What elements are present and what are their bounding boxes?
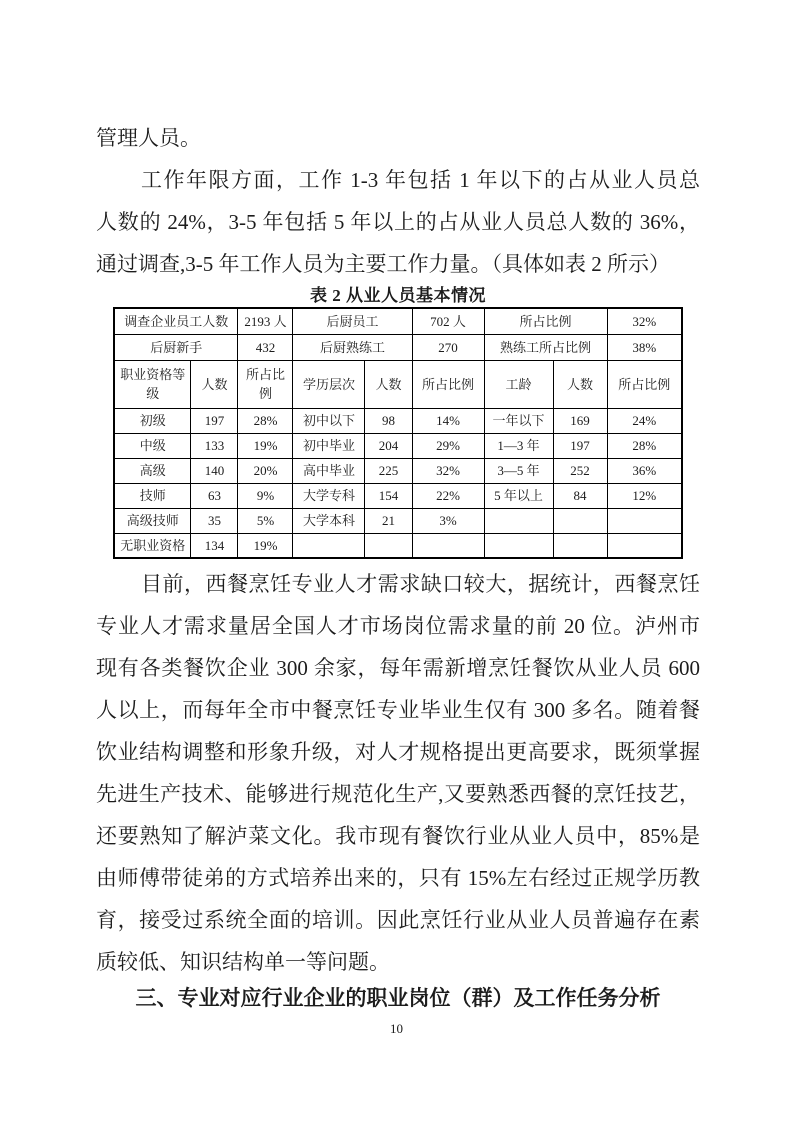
table-cell: 270 — [412, 334, 484, 360]
table-row — [114, 408, 682, 433]
table-cell: 后厨熟练工 — [293, 334, 412, 360]
table-cell: 22% — [412, 483, 484, 508]
table-cell — [484, 508, 553, 533]
table-cell: 5 年以上 — [484, 483, 553, 508]
paragraph-line: 管理人员。 — [96, 126, 201, 150]
table-title: 表 2 从业人员基本情况 — [310, 286, 486, 305]
page-number: 10 — [390, 1021, 403, 1036]
paragraph-line: 专业人才需求量居全国人才市场岗位需求量的前 20 位。泸州市 — [96, 614, 700, 638]
table-cell: 84 — [553, 483, 607, 508]
table-body — [114, 308, 682, 558]
paragraph-line: 人以上，而每年全市中餐烹饪专业毕业生仅有 300 多名。随着餐 — [96, 698, 700, 722]
table-cell: 高级技师 — [114, 508, 191, 533]
table-cell: 63 — [191, 483, 238, 508]
table-cell: 后厨新手 — [114, 334, 238, 360]
paragraph-line: 目前，西餐烹饪专业人才需求缺口较大，据统计，西餐烹饪 — [141, 572, 700, 596]
table-cell: 初中以下 — [293, 408, 365, 433]
table-cell: 所占比例 — [484, 308, 607, 334]
paragraph-intro-tail — [96, 117, 700, 159]
table-cell: 高中毕业 — [293, 458, 365, 483]
table-cell: 2193 人 — [238, 308, 293, 334]
table-cell — [412, 533, 484, 558]
table-cell: 14% — [412, 408, 484, 433]
table-cell: 32% — [412, 458, 484, 483]
table-cell: 技师 — [114, 483, 191, 508]
table-cell: 28% — [238, 408, 293, 433]
table-header-cell: 人数 — [191, 360, 238, 408]
table-cell — [553, 508, 607, 533]
table-header-cell: 职业资格等级 — [114, 360, 191, 408]
table-cell: 大学专科 — [293, 483, 365, 508]
table-cell — [484, 533, 553, 558]
table-cell — [607, 533, 682, 558]
table-header-cell: 所占比例 — [607, 360, 682, 408]
table-cell: 初级 — [114, 408, 191, 433]
table-cell: 熟练工所占比例 — [484, 334, 607, 360]
table-cell: 225 — [365, 458, 412, 483]
table-cell — [293, 533, 365, 558]
table-cell: 3—5 年 — [484, 458, 553, 483]
table-cell: 29% — [412, 433, 484, 458]
paragraph-line: 现有各类餐饮企业 300 余家，每年需新增烹饪餐饮从业人员 600 — [96, 656, 700, 680]
table-cell: 一年以下 — [484, 408, 553, 433]
table-cell — [553, 533, 607, 558]
paragraph-line: 通过调查,3-5 年工作人员为主要工作力量。（具体如表 2 所示） — [96, 252, 670, 276]
table-row — [114, 360, 682, 408]
paragraph-line: 还要熟知了解泸菜文化。我市现有餐饮行业从业人员中，85%是 — [96, 824, 700, 848]
paragraph-talent-demand — [96, 563, 700, 983]
paragraph-line: 质较低、知识结构单一等问题。 — [96, 950, 390, 974]
table-cell: 初中毕业 — [293, 433, 365, 458]
table-cell: 197 — [191, 408, 238, 433]
table-cell: 5% — [238, 508, 293, 533]
paragraph-line: 先进生产技术、能够进行规范化生产,又要熟悉西餐的烹饪技艺， — [96, 782, 700, 806]
table-header-cell: 人数 — [553, 360, 607, 408]
paragraph-work-years — [96, 159, 700, 285]
paragraph-line: 饮业结构调整和形象升级，对人才规格提出更高要求，既须掌握 — [96, 740, 700, 764]
table-cell: 36% — [607, 458, 682, 483]
table-cell: 24% — [607, 408, 682, 433]
table-row — [114, 533, 682, 558]
paragraph-line: 人数的 24%，3-5 年包括 5 年以上的占从业人员总人数的 36%， — [96, 210, 700, 234]
table-row — [114, 483, 682, 508]
table-cell: 169 — [553, 408, 607, 433]
table-cell: 252 — [553, 458, 607, 483]
table-row — [114, 433, 682, 458]
paragraph-line: 由师傅带徒弟的方式培养出来的，只有 15%左右经过正规学历教 — [96, 866, 700, 890]
table-cell: 28% — [607, 433, 682, 458]
table-cell: 154 — [365, 483, 412, 508]
table-cell: 无职业资格 — [114, 533, 191, 558]
table-header-cell: 所占比例 — [412, 360, 484, 408]
table-cell: 21 — [365, 508, 412, 533]
table-cell: 19% — [238, 433, 293, 458]
table-cell: 32% — [607, 308, 682, 334]
section-heading: 三、专业对应行业企业的职业岗位（群）及工作任务分析 — [135, 986, 661, 1010]
table-cell: 高级 — [114, 458, 191, 483]
table-cell: 3% — [412, 508, 484, 533]
table-header-cell: 所占比例 — [238, 360, 293, 408]
table-header-cell: 人数 — [365, 360, 412, 408]
table-cell: 大学本科 — [293, 508, 365, 533]
table-header-cell: 工龄 — [484, 360, 553, 408]
table-cell: 98 — [365, 408, 412, 433]
table-cell: 204 — [365, 433, 412, 458]
table-cell: 134 — [191, 533, 238, 558]
paragraph-line: 育，接受过系统全面的培训。因此烹饪行业从业人员普遍存在素 — [96, 908, 700, 932]
table-cell: 197 — [553, 433, 607, 458]
paragraph-line: 工作年限方面，工作 1-3 年包括 1 年以下的占从业人员总 — [141, 168, 700, 192]
table-cell: 35 — [191, 508, 238, 533]
table-cell: 702 人 — [412, 308, 484, 334]
table-row — [114, 308, 682, 334]
employee-basic-info-table — [113, 307, 683, 559]
content-area — [96, 117, 700, 1019]
table-cell: 20% — [238, 458, 293, 483]
table-row — [114, 508, 682, 533]
table-row — [114, 458, 682, 483]
table-cell: 后厨员工 — [293, 308, 412, 334]
table-cell — [365, 533, 412, 558]
table-row — [114, 334, 682, 360]
table-header-cell: 学历层次 — [293, 360, 365, 408]
table-cell: 432 — [238, 334, 293, 360]
table-cell: 38% — [607, 334, 682, 360]
table-cell: 调查企业员工人数 — [114, 308, 238, 334]
table-cell: 140 — [191, 458, 238, 483]
table-cell: 12% — [607, 483, 682, 508]
table-cell: 133 — [191, 433, 238, 458]
table-cell — [607, 508, 682, 533]
table-cell: 9% — [238, 483, 293, 508]
table-cell: 1—3 年 — [484, 433, 553, 458]
table-cell: 中级 — [114, 433, 191, 458]
table-cell: 19% — [238, 533, 293, 558]
